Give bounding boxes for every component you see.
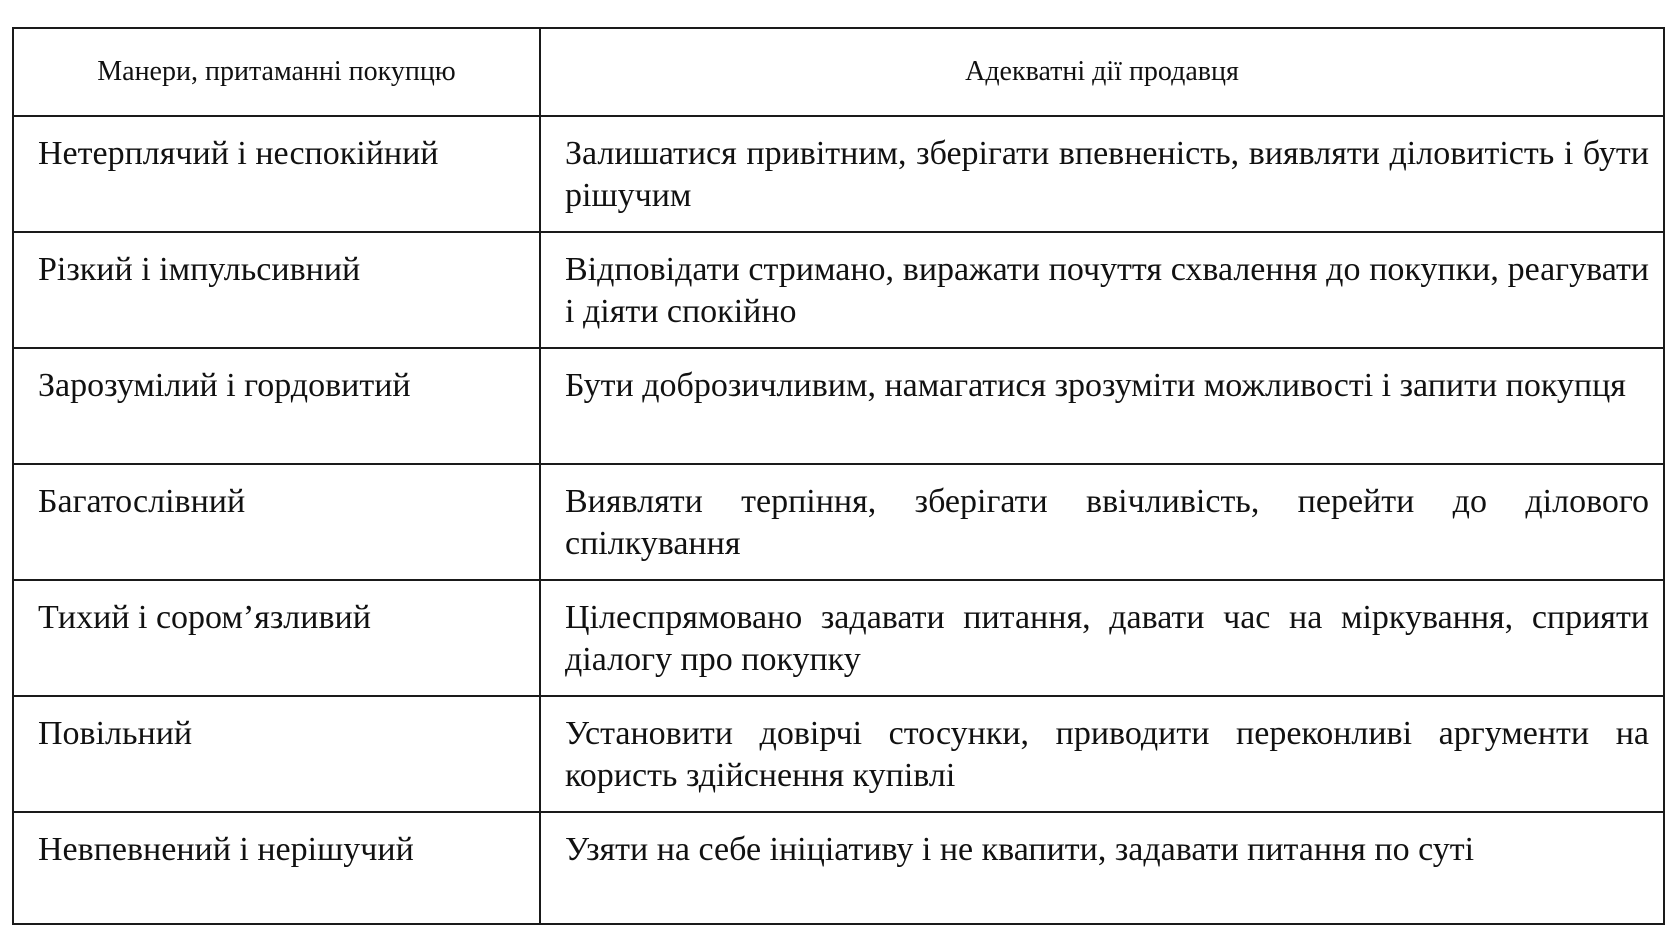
- buyer-manners-table: [12, 27, 1665, 925]
- table-row: [13, 464, 1664, 580]
- column-header-manners: Манери, притаманні покупцю: [13, 28, 540, 116]
- manner-cell: Тихий і сором’язливий: [13, 580, 540, 696]
- action-cell: Установити довірчі стосунки, приводити переконливі аргументи на користь здійснення купівлі: [540, 696, 1664, 812]
- document-table-container: [12, 27, 1663, 925]
- column-header-actions: Адекватні дії продавця: [540, 28, 1664, 116]
- manner-cell: Зарозумілий і гордовитий: [13, 348, 540, 464]
- table-row: [13, 812, 1664, 924]
- action-cell: Виявляти терпіння, зберігати ввічливість, перейти до ділового спілкування: [540, 464, 1664, 580]
- manner-cell: Невпевнений і нерішучий: [13, 812, 540, 924]
- action-cell: Узяти на себе ініціативу і не квапити, задавати питання по суті: [540, 812, 1664, 924]
- action-cell: Залишатися привітним, зберігати впевненість, виявляти діловитість і бути рішучим: [540, 116, 1664, 232]
- manner-cell: Багатослівний: [13, 464, 540, 580]
- action-cell: Відповідати стримано, виражати почуття схвалення до покупки, реагувати і діяти спокійно: [540, 232, 1664, 348]
- table-header-row: [13, 28, 1664, 116]
- table-row: [13, 696, 1664, 812]
- action-cell: Бути доброзичливим, намагатися зрозуміти можливості і запити покупця: [540, 348, 1664, 464]
- table-row: [13, 348, 1664, 464]
- table-row: [13, 580, 1664, 696]
- action-cell: Цілеспрямовано задавати питання, давати час на міркування, сприяти діалогу про покупку: [540, 580, 1664, 696]
- table-row: [13, 116, 1664, 232]
- manner-cell: Повільний: [13, 696, 540, 812]
- table-row: [13, 232, 1664, 348]
- manner-cell: Різкий і імпульсивний: [13, 232, 540, 348]
- manner-cell: Нетерплячий і неспокійний: [13, 116, 540, 232]
